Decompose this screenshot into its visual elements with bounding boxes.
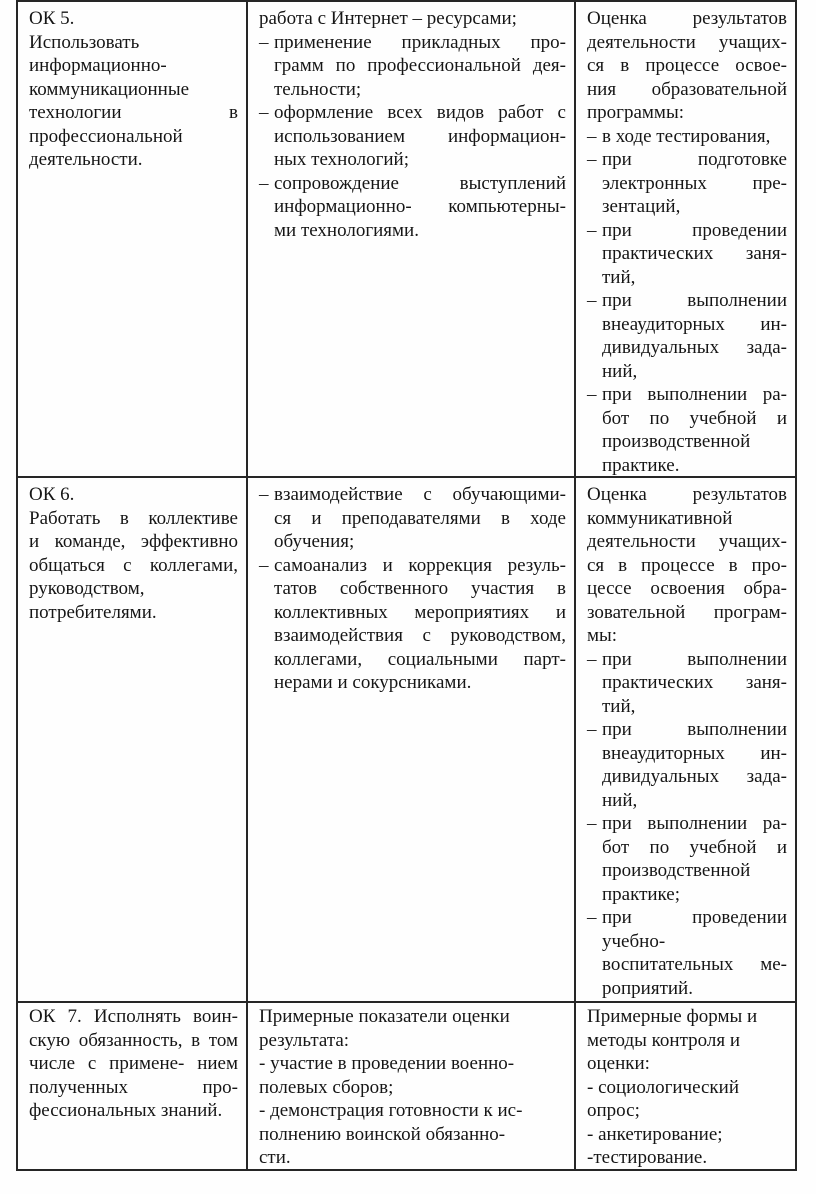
cell-ok-7-indicators [248, 1003, 576, 1169]
text-line: внеаудиторных ин- [602, 742, 787, 764]
text-line: при проведении [602, 907, 787, 928]
text-line: практике. [602, 454, 680, 476]
paragraph [29, 1005, 238, 1123]
block-body [29, 31, 238, 172]
block-body [602, 812, 787, 906]
text-line: учебно- [602, 930, 666, 952]
bullet-item [587, 812, 787, 906]
text-line: деятельности учащих- [587, 31, 787, 53]
block-body [274, 101, 566, 172]
text-line: коммуникационные [29, 78, 190, 100]
bullet-dash: – [259, 554, 269, 576]
text-line: сти. [259, 1147, 291, 1168]
text-line: сопровождение выступлений [274, 172, 566, 194]
text-line: фессиональных знаний. [29, 1100, 223, 1121]
block-body [602, 125, 787, 149]
text-line: ся в процессе освое- [587, 55, 787, 76]
block-body [274, 483, 566, 554]
text-line: производственной [602, 431, 751, 452]
block-body [274, 172, 566, 243]
bullet-item [259, 31, 566, 102]
bullet-item [259, 554, 566, 695]
text-line: ОК 6. [29, 484, 75, 505]
text-line: ний, [602, 360, 638, 382]
text-line: полнению воинской обязанно- [259, 1123, 506, 1145]
text-line: коммуникативной [587, 507, 733, 529]
text-line: скую обязанность, в том [29, 1029, 238, 1051]
text-line: производственной [602, 860, 751, 881]
text-line: практике; [602, 883, 681, 905]
text-line: нерами и сокурсниками. [274, 672, 472, 693]
text-line: ОК 7. Исполнять воин- [29, 1006, 238, 1027]
cell-ok-5-assessment [576, 2, 795, 476]
text-line: при выполнении ра- [602, 384, 787, 405]
cell-ok-6-indicators [248, 478, 576, 1001]
text-line: оформление всех видов работ с [274, 102, 566, 123]
text-line: программы: [587, 102, 684, 123]
text-line: при проведении [602, 219, 787, 241]
block-body [29, 483, 238, 507]
bullet-dash: – [587, 719, 597, 740]
bullet-dash: – [587, 219, 597, 241]
text-line: Примерные показатели оценки [259, 1006, 510, 1027]
table-row-ok-5 [18, 2, 795, 478]
cell-ok-5-competency [18, 2, 248, 476]
text-line: Работать в коллективе [29, 507, 238, 529]
text-line: профессиональной [29, 125, 183, 147]
paragraph [259, 1005, 566, 1169]
text-line: - демонстрация готовности к ис- [259, 1100, 523, 1121]
bullet-item [587, 383, 787, 476]
bullet-dash: – [259, 31, 269, 53]
text-line: при выполнении [602, 719, 787, 740]
text-line: информационно- компьютерны- [274, 196, 566, 217]
text-line: руководством, [29, 578, 145, 599]
text-line: коллегами, социальными парт- [274, 648, 566, 670]
block-body [259, 7, 566, 31]
text-line: - социологический [587, 1076, 739, 1098]
bullet-item [587, 125, 787, 149]
assessment-table [16, 0, 797, 1171]
text-line: методы контроля и [587, 1029, 741, 1051]
block-body [274, 31, 566, 102]
block-body [602, 219, 787, 290]
text-line: дивидуальных зада- [602, 766, 787, 787]
text-line: Примерные формы и [587, 1006, 758, 1027]
block-body [602, 148, 787, 219]
text-line: в ходе тестирования, [602, 125, 771, 147]
text-line: информационно- [29, 55, 167, 76]
block-body [602, 906, 787, 1000]
text-line: взаимодействие с обучающими- [274, 484, 566, 505]
text-line: - анкетирование; [587, 1123, 723, 1145]
cell-ok-6-competency [18, 478, 248, 1001]
paragraph [29, 507, 238, 625]
text-line: татов собственного участия в [274, 578, 566, 599]
block-body [259, 1005, 566, 1169]
text-line: полевых сборов; [259, 1076, 394, 1098]
block-body [29, 507, 238, 625]
text-line: ОК 5. [29, 8, 75, 29]
text-line: ний, [602, 789, 638, 811]
paragraph [29, 31, 238, 172]
text-line: результата: [259, 1029, 350, 1051]
text-line: использованием информацион- [274, 125, 566, 147]
text-line: при выполнении ра- [602, 813, 787, 834]
text-line: - участие в проведении военно- [259, 1053, 515, 1074]
cell-ok-6-assessment [576, 478, 795, 1001]
text-line: бот по учебной и [602, 836, 787, 858]
text-line: электронных пре- [602, 172, 787, 194]
bullet-dash: – [259, 172, 269, 194]
bullet-item [587, 148, 787, 219]
text-line: при выполнении [602, 290, 787, 311]
bullet-dash: – [587, 384, 597, 405]
block-body [587, 483, 787, 648]
bullet-dash: – [259, 102, 269, 123]
text-line: числе с примене- нием [29, 1053, 238, 1074]
text-line: внеаудиторных ин- [602, 313, 787, 335]
text-line: Использовать [29, 31, 140, 53]
block-body [602, 289, 787, 383]
bullet-dash: – [587, 290, 597, 311]
text-line: потребителями. [29, 601, 157, 623]
text-line: воспитательных ме- [602, 954, 787, 975]
text-line: оценки: [587, 1053, 650, 1074]
text-line: тельности; [274, 78, 362, 100]
text-line: опрос; [587, 1100, 640, 1121]
text-line: технологии в [29, 102, 238, 123]
text-line: бот по учебной и [602, 407, 787, 429]
paragraph [259, 7, 566, 31]
bullet-item [259, 483, 566, 554]
text-line: Оценка результатов [587, 484, 787, 505]
text-line: деятельности. [29, 149, 143, 170]
text-line: самоанализ и коррекция резуль- [274, 554, 566, 576]
cell-ok-7-assessment [576, 1003, 795, 1169]
text-line: применение прикладных про- [274, 31, 566, 53]
text-line: полученных про- [29, 1076, 238, 1098]
paragraph [29, 7, 238, 31]
text-line: общаться с коллегами, [29, 554, 238, 576]
bullet-dash: – [587, 149, 597, 170]
text-line: взаимодействия с руководством, [274, 625, 566, 646]
block-body [274, 554, 566, 695]
bullet-item [587, 718, 787, 812]
bullet-dash: – [587, 648, 597, 670]
bullet-item [587, 289, 787, 383]
text-line: дивидуальных зада- [602, 337, 787, 358]
text-line: ся и преподавателями в ходе [274, 507, 566, 529]
cell-ok-5-indicators [248, 2, 576, 476]
text-line: мы: [587, 625, 618, 646]
bullet-dash: – [587, 907, 597, 928]
block-body [29, 1005, 238, 1123]
text-line: деятельности учащих- [587, 531, 787, 552]
bullet-item [587, 648, 787, 719]
block-body [602, 383, 787, 476]
text-line: тий, [602, 695, 636, 717]
paragraph [587, 7, 787, 125]
bullet-item [259, 101, 566, 172]
text-line: при выполнении [602, 648, 787, 670]
text-line: грамм по профессиональной дея- [274, 55, 566, 76]
cell-ok-7-competency [18, 1003, 248, 1169]
text-line: и команде, эффективно [29, 531, 238, 552]
bullet-item [587, 906, 787, 1000]
bullet-dash: – [587, 125, 597, 147]
block-body [602, 718, 787, 812]
bullet-item [259, 172, 566, 243]
text-line: тий, [602, 266, 636, 288]
text-line: при подготовке [602, 149, 787, 170]
paragraph [29, 483, 238, 507]
text-line: коллективных мероприятиях и [274, 601, 566, 623]
text-line: ния образовательной [587, 78, 787, 100]
text-line: Оценка результатов [587, 8, 787, 29]
table-row-ok-6 [18, 478, 795, 1003]
text-line: обучения; [274, 531, 355, 552]
text-line: практических заня- [602, 243, 787, 264]
text-line: ных технологий; [274, 149, 409, 170]
text-line: ся в процессе в про- [587, 554, 787, 576]
bullet-dash: – [587, 813, 597, 834]
text-line: роприятий. [602, 977, 693, 999]
block-body [587, 7, 787, 125]
bullet-dash: – [259, 484, 269, 505]
text-line: зентаций, [602, 196, 681, 217]
block-body [587, 1005, 787, 1169]
block-body [29, 7, 238, 31]
text-line: практических заня- [602, 672, 787, 693]
bullet-item [587, 219, 787, 290]
paragraph [587, 483, 787, 648]
text-line: зовательной програм- [587, 601, 787, 623]
text-line: -тестирование. [587, 1147, 708, 1168]
text-line: работа с Интернет – ресурсами; [259, 8, 517, 29]
paragraph [587, 1005, 787, 1169]
block-body [602, 648, 787, 719]
text-line: ми технологиями. [274, 219, 419, 241]
text-line: цессе освоения обра- [587, 578, 787, 599]
table-row-ok-7 [18, 1003, 795, 1169]
